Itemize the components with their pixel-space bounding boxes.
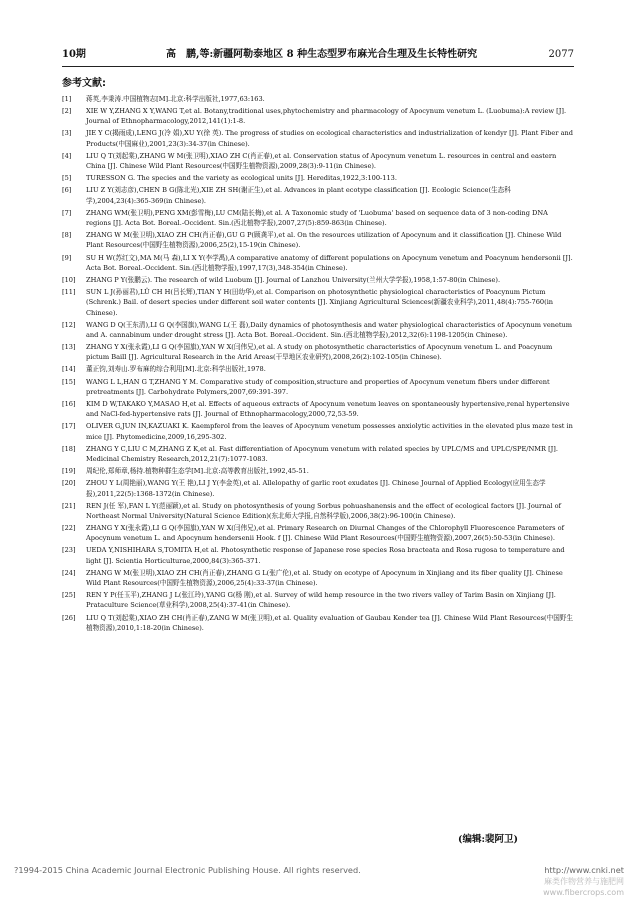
reference-text: WANG D Q(王东清),LI G Q(李国旗),WANG L(王 磊),Daily dynamics of photosynthesis and water physiological characteristics of Apocynum venetum and A. cannabinum under drought stress [J]. Acta Bot. Boreal.-Occident. Sin.(西北植物学报),2012,32(6):1198-1205(in Chinese). xyxy=(86,320,573,339)
reference-item xyxy=(62,568,574,589)
reference-text: UEDA Y,NISHIHARA S,TOMITA H,et al. Photosynthetic response of Japanese rose species Rosa bracteata and Rosa rugosa to temperature and light [J]. Scientia Horticulturae,2000,84(3):365-371. xyxy=(86,546,565,565)
reference-item xyxy=(62,399,574,420)
reference-item xyxy=(62,320,574,341)
reference-number: [23] xyxy=(62,546,76,555)
reference-number: [18] xyxy=(62,444,76,453)
reference-text: ZHANG Y X(张永霞),LI G Q(李国旗),YAN W X(闫伟兄),et al. Primary Research on Diurnal Changes of the Chlorophyll Fluorescence Parameters of Apocynum venetum L. and Apocynum hendersenii Hook. f [J]. Chinese Wild Plant Resources(中国野生植物资源),2007,26(5):50-53(in Chinese). xyxy=(86,524,565,543)
reference-item xyxy=(62,208,574,229)
reference-number: [20] xyxy=(62,479,76,488)
reference-text: XIE W Y,ZHANG X Y,WANG T,et al. Botany,traditional uses,phytochemistry and pharmacology of Apocynum venetum L. (Luobuma):A review [J]. Journal of Ethnopharmacology,2012,141(1):1-8. xyxy=(86,107,567,126)
page-footer xyxy=(14,864,624,876)
reference-list xyxy=(62,94,574,635)
reference-item xyxy=(62,478,574,499)
reference-text: ZHANG Y C,LIU C M,ZHANG Z K,et al. Fast differentiation of Apocynum venetum with related species by UPLC/MS and UPLC/SPE/NMR [J]. Medicinal Chemistry Research,2012,21(7):1077-1083. xyxy=(86,444,558,464)
reference-number: [26] xyxy=(62,613,76,622)
reference-text: 蒋英,李秉涛.中国植物志[M].北京:科学出版社,1977,63:163. xyxy=(86,95,265,103)
reference-text: WANG L L,HAN G T,ZHANG Y M. Comparative study of composition,structure and properties of Apocynum venetum fibers under different pretreatments [J]. Carbohydrate Polymers,2007,69:391-397. xyxy=(86,377,550,396)
reference-text: LIU Q T(刘起棠),XIAO ZH CH(肖正春),ZANG W M(张卫明),et al. Quality evaluation of Gaubau Kender tea [J]. Chinese Wild Plant Resources(中国野生植物资源),2010,1:18-20(in Chinese). xyxy=(86,613,573,632)
reference-item xyxy=(62,94,574,104)
reference-number: [1] xyxy=(62,95,72,103)
reference-item xyxy=(62,106,574,127)
reference-number: [17] xyxy=(62,422,76,431)
reference-item xyxy=(62,523,574,544)
reference-item xyxy=(62,342,574,363)
reference-item xyxy=(62,377,574,398)
reference-item xyxy=(62,253,574,274)
reference-text: TURESSON G. The species and the variety as ecological units [J]. Hereditas,1922,3:100-113. xyxy=(86,174,397,183)
reference-text: REN J(任 军),FAN L Y(范丽颖),et al. Study on photosynthesis of young Sorbus pohuashanensis and the effect of ecological factors [J]. Journal of Northeast Normal University(Natural Science Edition)(东北师大学报,自然科学版),2006,38(2):96-100(in Chinese). xyxy=(86,501,561,520)
reference-number: [25] xyxy=(62,591,76,600)
reference-text: 周纪伦,郑师章,杨持.植物种群生态学[M].北京:高等教育出版社,1992,45-51. xyxy=(86,467,309,476)
reference-item xyxy=(62,287,574,318)
article-title: 高 鹏,等:新疆阿勒泰地区 8 种生态型罗布麻光合生理及生长特性研究 xyxy=(166,49,478,60)
reference-number: [8] xyxy=(62,231,72,240)
reference-number: [14] xyxy=(62,365,76,374)
reference-number: [7] xyxy=(62,208,72,217)
reference-item xyxy=(62,185,574,206)
references-heading: 参考文献: xyxy=(62,78,106,89)
reference-text: JIE Y C(揭雨成),LENG J(冷 娟),XU Y(徐 英). The progress of studies on ecological characteristics and industrialization of kendyr [J]. Plant Fiber and Products(中国麻业),2001,23(3):34-37(in Chinese). xyxy=(86,129,573,148)
reference-text: REN Y P(任玉平),ZHANG J L(张江玲),YANG G(杨 刚),et al. Survey of wild hemp resource in the two rivers valley of Tarim Basin on Xinjiang [J]. Prataculture Science(草业科学),2008,25(4):37-41(in Chinese). xyxy=(86,591,556,610)
watermark: 麻类作物营养与施肥网 www.fibercrops.com xyxy=(543,877,624,897)
reference-item xyxy=(62,501,574,522)
reference-item xyxy=(62,444,574,465)
reference-text: LIU Q T(刘起棠),ZHANG W M(张卫明),XIAO ZH C(肖正春),et al. Conservation status of Apocynum venetum L. resources in central and eastern China [J]. Chinese Wild Plant Resources(中国野生植物资源),2009,28(3):9-11(in Chinese). xyxy=(86,151,557,171)
reference-number: [12] xyxy=(62,320,76,329)
reference-text: ZHANG WM(张卫明),PENG XM(彭雪梅),LU CM(陆长梅),et al. A Taxonomic study of 'Luobuma' based on sequence data of 3 non-coding DNA regions [J]. Acta Bot. Boreal.-Occident. Sin.(西北植物学报),2007,27(5):859-863(in Chinese). xyxy=(86,208,548,228)
reference-text: KIM D W,TAKAKO Y,MASAO H,et al. Effects of aqueous extracts of Apocynum venetum leaves on spontaneously hypertensive,renal hypertensive and NaCl-fed-hypertensive rats [J]. Journal of Ethnopharmacology,2000,72,53-59. xyxy=(86,399,570,419)
reference-text: SU H W(苏红文),MA M(马 森),LI X Y(李学禹),A comparative anatomy of different populations on Apocynum venetum and Poacynum hendersonii [J]. Acta Bot. Boreal.-Occident. Sin.(西北植物学报),1997,17(3),348-354(in Chinese). xyxy=(86,253,573,272)
reference-item xyxy=(62,364,574,374)
reference-item xyxy=(62,230,574,251)
reference-item xyxy=(62,151,574,172)
reference-number: [15] xyxy=(62,377,76,386)
reference-number: [22] xyxy=(62,524,76,533)
reference-item xyxy=(62,128,574,149)
reference-number: [24] xyxy=(62,568,76,577)
reference-text: ZHANG W M(张卫明),XIAO ZH CH(肖正春),GU G P(顾龚平),et al. On the resources utilization of Apocynum and it classification [J]. Chinese Wild Plant Resources(中国野生植物资源),2006,25(2),15-19(in Chinese). xyxy=(86,231,562,250)
copyright-notice: ?1994-2015 China Academic Journal Electronic Publishing House. All rights reserved. xyxy=(14,865,361,875)
reference-number: [9] xyxy=(62,253,72,262)
reference-item xyxy=(62,590,574,611)
reference-text: ZHOU Y L(周艳丽),WANG Y(王 艳),LI J Y(李金英),et al. Allelopathy of garlic root exudates [J]. Chinese Journal of Applied Ecology(应用生态学报),2011,22(5):1368-1372(in Chinese). xyxy=(86,479,546,498)
reference-number: [21] xyxy=(62,501,76,510)
reference-number: [4] xyxy=(62,151,72,160)
reference-number: [6] xyxy=(62,186,72,195)
reference-text: ZHANG W M(张卫明),XIAO ZH CH(肖正春),ZHANG G L(张广伦),et al. Study on ecotype of Apocynum in Xinjiang and its fiber quality [J]. Chinese Wild Plant Resources(中国野生植物资源),2006,25(4):33-37(in Chinese). xyxy=(86,568,563,588)
reference-text: LIU Z Y(刘志彦),CHEN B G(陈北光),XIE ZH SH(谢正生),et al. Advances in plant ecotype classification [J]. Ecologic Science(生态科学),2004,23(4):365-369(in Chinese). xyxy=(86,186,511,205)
reference-number: [11] xyxy=(62,288,76,297)
reference-item xyxy=(62,173,574,183)
header-divider xyxy=(62,66,574,67)
running-header xyxy=(62,46,574,64)
reference-number: [13] xyxy=(62,343,76,352)
reference-number: [5] xyxy=(62,174,72,183)
reference-text: OLIVER G,JUN IN,KAZUAKI K. Kaempferol from the leaves of Apocynum venetum possesses anxiolytic activities in the elevated plus maze test in mice [J]. Phytomedicine,2009,16,295-302. xyxy=(86,422,573,441)
reference-text: ZHANG Y X(张永霞),LI G Q(李国旗),YAN W X(闫伟兄),et al. A study on photosynthetic characteristics of Apocynum venetum L. and Poacynum pictum Baill [J]. Agricultural Research in the Arid Areas(干旱地区农业研究),2008,26(2):102-105(in Chinese). xyxy=(86,343,553,362)
reference-item xyxy=(62,275,574,285)
page-number: 2077 xyxy=(548,49,574,60)
reference-number: [19] xyxy=(62,467,76,476)
reference-number: [2] xyxy=(62,107,72,116)
reference-text: ZHANG P Y(张鹏云). The research of wild Luobum [J]. Journal of Lanzhou University(兰州大学学报),1958,1:57-80(in Chinese). xyxy=(86,275,501,284)
editor-credit: (编辑:裴阿卫) xyxy=(458,834,518,845)
reference-number: [16] xyxy=(62,399,76,408)
footer-url[interactable]: http://www.cnki.net xyxy=(544,865,624,875)
reference-number: [10] xyxy=(62,275,76,284)
reference-number: [3] xyxy=(62,129,72,138)
reference-item xyxy=(62,421,574,442)
reference-item xyxy=(62,545,574,566)
issue-label: 10期 xyxy=(62,49,86,60)
reference-item xyxy=(62,613,574,634)
reference-text: 董正钧,刘寿山.罗布麻的综合利用[M].北京:科学出版社,1978. xyxy=(86,365,266,374)
reference-item xyxy=(62,466,574,476)
reference-text: SUN L J(孙丽君),LÜ CH H(吕长辉),TIAN Y H(田幼华),et al. Comparison on photosynthetic physiological characteristics of Poacynum Pictum (Schrenk.) Bail. of desert species under different soil water contents [J]. Xinjiang Agricultural Sciences(新疆农业科学),2011,48(4):755-760(in Chinese). xyxy=(86,288,554,317)
